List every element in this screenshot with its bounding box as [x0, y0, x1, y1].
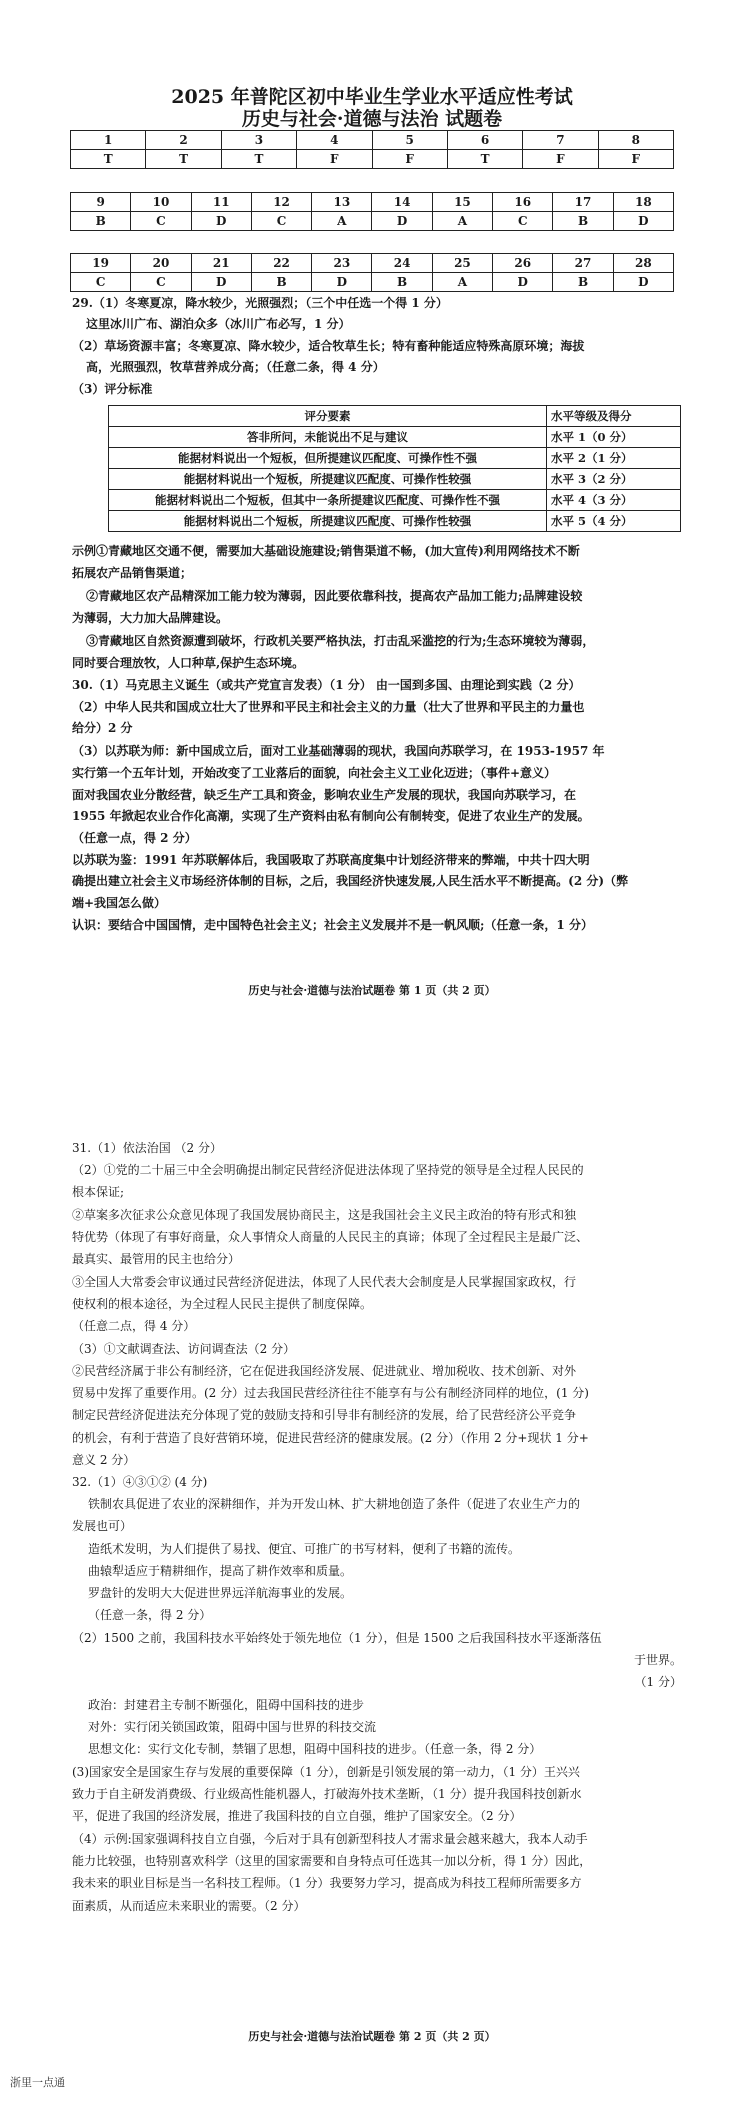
- question-number: 17: [553, 193, 613, 212]
- q31-line-1: 31.（1）依法治国 （2 分）: [72, 1141, 222, 1155]
- answer-value-row: [71, 212, 674, 231]
- question-number: 22: [251, 254, 311, 273]
- q30-line-6: 面对我国农业分散经营，缺乏生产工具和资金，影响农业生产发展的现状，我国向苏联学习，在: [72, 788, 577, 802]
- q30-line-7: 1955 年掀起农业合作化高潮，实现了生产资料由私有制向公有制转变，促进了农业生产的发展。: [72, 809, 590, 823]
- answer-value: T: [447, 150, 522, 169]
- q32-line-16: 平，促进了我国的经济发展，推进了我国科技的自立自强，维护了国家安全。（2 分）: [72, 1809, 522, 1823]
- q30-line-3: 给分）2 分: [72, 721, 133, 735]
- answer-value: F: [297, 150, 372, 169]
- grading-level: 水平 4（3 分）: [547, 490, 681, 511]
- q32-line-11: 政治：封建君主专制不断强化，阻碍中国科技的进步: [88, 1698, 365, 1712]
- q30-line-1: 30.（1）马克思主义诞生（或共产党宣言发表）（1 分） 由一国到多国、由理论到实践（2 分）: [72, 678, 581, 692]
- question-number: 1: [71, 131, 146, 150]
- question-number: 23: [312, 254, 372, 273]
- question-number: 12: [251, 193, 311, 212]
- question-number: 24: [372, 254, 432, 273]
- grading-row: [109, 427, 681, 448]
- q31-line-6: 最真实、最管用的民主也给分）: [72, 1252, 241, 1266]
- question-number: 26: [493, 254, 553, 273]
- q32-line-13: 思想文化：实行文化专制，禁锢了思想，阻碍中国科技的进步。（任意一条，得 2 分）: [88, 1742, 542, 1756]
- answer-value: A: [312, 212, 372, 231]
- q29-line-5: （3）评分标准: [72, 382, 153, 396]
- q29-example-1b: 拓展农产品销售渠道；: [72, 566, 193, 580]
- answer-value: A: [432, 273, 492, 292]
- grading-row: [109, 511, 681, 532]
- q32-line-4: 造纸术发明，为人们提供了易找、便宜、可推广的书写材料，便利了书籍的流传。: [88, 1542, 521, 1556]
- q32-line-18: 能力比较强，也特别喜欢科学（这里的国家需要和自身特点可任选其一加以分析，得 1 分）因此，: [72, 1854, 592, 1868]
- answer-value: B: [372, 273, 432, 292]
- q29-example-2a: ②青藏地区农产品精深加工能力较为薄弱，因此要依靠科技，提高农产品加工能力;品牌建设较: [86, 589, 583, 603]
- q31-line-15: 意义 2 分）: [72, 1453, 136, 1467]
- answer-value: C: [251, 212, 311, 231]
- grading-header-row: [109, 406, 681, 427]
- page-2-footer: 历史与社会·道德与法治试题卷 第 2 页（共 2 页）: [248, 2030, 496, 2043]
- question-number: 19: [71, 254, 131, 273]
- q30-line-5: 实行第一个五年计划，开始改变了工业落后的面貌，向社会主义工业化迈进；（事件+意义）: [72, 766, 557, 780]
- answer-value: T: [146, 150, 221, 169]
- question-number: 20: [131, 254, 191, 273]
- q32-line-2: 铁制农具促进了农业的深耕细作，并为开发山林、扩大耕地创造了条件（促进了农业生产力的: [88, 1497, 581, 1511]
- q31-line-4: ②草案多次征求公众意见体现了我国发展协商民主，这是我国社会主义民主政治的特有形式和独: [72, 1208, 577, 1222]
- question-number: 28: [613, 254, 673, 273]
- answer-value-row: [71, 273, 674, 292]
- q32-line-1: 32.（1）④③①② (4 分): [72, 1475, 208, 1489]
- q31-line-13: 制定民营经济促进法充分体现了党的鼓励支持和引导非有制经济的发展，给了民营经济公平竞争: [72, 1408, 577, 1422]
- grading-header-criteria: 评分要素: [109, 406, 547, 427]
- q31-line-12: 贸易中发挥了重要作用。(2 分）过去我国民营经济往往不能享有与公有制经济同样的地位，(1 分): [72, 1386, 589, 1400]
- question-number: 2: [146, 131, 221, 150]
- q32-line-6: 罗盘针的发明大大促进世界远洋航海事业的发展。: [88, 1586, 353, 1600]
- answer-value: D: [372, 212, 432, 231]
- q31-line-14: 的机会，有利于营造了良好营销环境，促进民营经济的健康发展。(2 分）（作用 2 分+现状 1 分+: [72, 1431, 589, 1445]
- answer-number-row: [71, 131, 674, 150]
- q29-line-3: （2）草场资源丰富；冬寒夏凉、降水较少，适合牧草生长；特有畜种能适应特殊高原环境；海拔: [72, 339, 585, 353]
- grading-level: 水平 2（1 分）: [547, 448, 681, 469]
- answer-number-row: [71, 254, 674, 273]
- q29-line-1: 29.（1）冬寒夏凉，降水较少，光照强烈；（三个中任选一个得 1 分）: [72, 296, 448, 310]
- grading-criteria: 能据材料说出一个短板，所提建议匹配度、可操作性较强: [109, 469, 547, 490]
- q30-line-8: （任意一点，得 2 分）: [72, 831, 197, 845]
- exam-subtitle: 历史与社会·道德与法治 试题卷: [241, 108, 503, 130]
- q32-line-3: 发展也可）: [72, 1519, 133, 1533]
- grading-level: 水平 5（4 分）: [547, 511, 681, 532]
- grading-criteria: 能据材料说出二个短板，所提建议匹配度、可操作性较强: [109, 511, 547, 532]
- grading-row: [109, 448, 681, 469]
- answer-table-3: [70, 253, 674, 292]
- q31-line-3: 根本保证;: [72, 1185, 125, 1199]
- q31-line-9: （任意二点，得 4 分）: [72, 1319, 196, 1333]
- question-number: 14: [372, 193, 432, 212]
- q31-line-8: 使权利的根本途径，为全过程人民民主提供了制度保障。: [72, 1297, 373, 1311]
- q30-line-11: 端+我国怎么做）: [72, 896, 167, 910]
- answer-table-1: [70, 130, 674, 169]
- question-number: 7: [523, 131, 598, 150]
- answer-table-2: [70, 192, 674, 231]
- q32-line-15: 致力于自主研发消费级、行业级高性能机器人，打破海外技术垄断，（1 分）提升我国科技创新水: [72, 1787, 582, 1801]
- question-number: 13: [312, 193, 372, 212]
- q32-line-12: 对外：实行闭关锁国政策，阻碍中国与世界的科技交流: [88, 1720, 377, 1734]
- answer-number-row: [71, 193, 674, 212]
- question-number: 11: [191, 193, 251, 212]
- q32-line-17: （4）示例:国家强调科技自立自强，今后对于具有创新型科技人才需求量会越来越大，我本人动手: [72, 1832, 588, 1846]
- question-number: 8: [598, 131, 673, 150]
- answer-value: T: [221, 150, 296, 169]
- q31-line-11: ②民营经济属于非公有制经济，它在促进我国经济发展、促进就业、增加税收、技术创新、对外: [72, 1364, 577, 1378]
- question-number: 3: [221, 131, 296, 150]
- answer-value: F: [523, 150, 598, 169]
- question-number: 27: [553, 254, 613, 273]
- q32-line-7: （任意一条，得 2 分）: [88, 1608, 212, 1622]
- q32-line-20: 面素质，从而适应未来职业的需要。（2 分）: [72, 1899, 306, 1913]
- exam-title: 2025 年普陀区初中毕业生学业水平适应性考试: [171, 86, 573, 108]
- grading-level: 水平 1（0 分）: [547, 427, 681, 448]
- question-number: 9: [71, 193, 131, 212]
- answer-value: D: [613, 273, 673, 292]
- grading-row: [109, 490, 681, 511]
- answer-value: T: [71, 150, 146, 169]
- answer-value: A: [432, 212, 492, 231]
- q29-example-3b: 同时要合理放牧，人口种草,保护生态环境。: [72, 656, 305, 670]
- answer-value: B: [71, 212, 131, 231]
- answer-value: D: [613, 212, 673, 231]
- q29-example-1a: 示例①青藏地区交通不便，需要加大基础设施建设;销售渠道不畅，(加大宣传)利用网络技术不断: [72, 544, 580, 558]
- question-number: 18: [613, 193, 673, 212]
- q31-line-10: （3）①文献调查法、访问调查法（2 分）: [72, 1342, 296, 1356]
- answer-value: C: [493, 212, 553, 231]
- q31-line-7: ③全国人大常委会审议通过民营经济促进法，体现了人民代表大会制度是人民掌握国家政权，行: [72, 1275, 577, 1289]
- answer-value: D: [191, 212, 251, 231]
- q29-example-3a: ③青藏地区自然资源遭到破坏，行政机关要严格执法，打击乱采滥挖的行为;生态环境较为薄弱，: [86, 634, 595, 648]
- q30-line-9: 以苏联为鉴：1991 年苏联解体后，我国吸取了苏联高度集中计划经济带来的弊端，中共十四大明: [72, 853, 590, 867]
- answer-value: D: [312, 273, 372, 292]
- answer-value: F: [598, 150, 673, 169]
- q32-line-9: 于世界。: [633, 1653, 682, 1667]
- q32-line-10: （1 分）: [634, 1675, 682, 1689]
- question-number: 4: [297, 131, 372, 150]
- question-number: 21: [191, 254, 251, 273]
- answer-value: C: [131, 273, 191, 292]
- grading-criteria: 答非所问，未能说出不足与建议: [109, 427, 547, 448]
- q30-line-2: （2）中华人民共和国成立壮大了世界和平民主和社会主义的力量（壮大了世界和平民主的力量也: [72, 700, 585, 714]
- grading-header-level: 水平等级及得分: [547, 406, 681, 427]
- answer-value: D: [493, 273, 553, 292]
- question-number: 16: [493, 193, 553, 212]
- q32-line-19: 我未来的职业目标是当一名科技工程师。（1 分）我要努力学习，提高成为科技工程师所需要多方: [72, 1876, 582, 1890]
- question-number: 15: [432, 193, 492, 212]
- question-number: 25: [432, 254, 492, 273]
- grading-criteria: 能据材料说出二个短板，但其中一条所提建议匹配度、可操作性不强: [109, 490, 547, 511]
- page-1-footer: 历史与社会·道德与法治试题卷 第 1 页（共 2 页）: [248, 984, 496, 997]
- q29-example-2b: 为薄弱，大力加大品牌建设。: [72, 611, 229, 625]
- q31-line-5: 特优势（体现了有事好商量，众人事情众人商量的人民民主的真谛；体现了全过程民主是最广泛、: [72, 1230, 589, 1244]
- answer-value: C: [71, 273, 131, 292]
- answer-value: B: [553, 273, 613, 292]
- answer-value: D: [191, 273, 251, 292]
- q30-line-4: （3）以苏联为师：新中国成立后，面对工业基础薄弱的现状，我国向苏联学习，在 1953-1957 年: [72, 744, 605, 758]
- answer-value: F: [372, 150, 447, 169]
- grading-criteria: 能据材料说出一个短板，但所提建议匹配度、可操作性不强: [109, 448, 547, 469]
- grading-table: [108, 405, 681, 532]
- question-number: 10: [131, 193, 191, 212]
- q32-line-14: (3)国家安全是国家生存与发展的重要保障（1 分），创新是引领发展的第一动力，（1 分）王兴兴: [72, 1765, 580, 1779]
- q30-line-12: 认识：要结合中国国情，走中国特色社会主义；社会主义发展并不是一帆风顺;（任意一条，1 分）: [72, 918, 593, 932]
- grading-level: 水平 3（2 分）: [547, 469, 681, 490]
- answer-value-row: [71, 150, 674, 169]
- q29-line-2: 这里冰川广布、湖泊众多（冰川广布必写，1 分）: [86, 317, 351, 331]
- q29-line-4: 高，光照强烈，牧草营养成分高；（任意二条，得 4 分）: [86, 360, 385, 374]
- answer-value: B: [553, 212, 613, 231]
- q30-line-10: 确提出建立社会主义市场经济体制的目标，之后，我国经济快速发展,人民生活水平不断提高。(2 分)（弊: [72, 874, 629, 888]
- question-number: 5: [372, 131, 447, 150]
- q32-line-8: （2）1500 之前，我国科技水平始终处于领先地位（1 分），但是 1500 之后我国科技水平逐渐落伍: [72, 1631, 602, 1645]
- q31-line-2: （2）①党的二十届三中全会明确提出制定民营经济促进法体现了坚持党的领导是全过程人民民的: [72, 1163, 584, 1177]
- answer-value: B: [251, 273, 311, 292]
- watermark: 浙里一点通: [10, 2076, 65, 2089]
- question-number: 6: [447, 131, 522, 150]
- grading-row: [109, 469, 681, 490]
- q32-line-5: 曲辕犁适应于精耕细作，提高了耕作效率和质量。: [88, 1564, 353, 1578]
- answer-value: C: [131, 212, 191, 231]
